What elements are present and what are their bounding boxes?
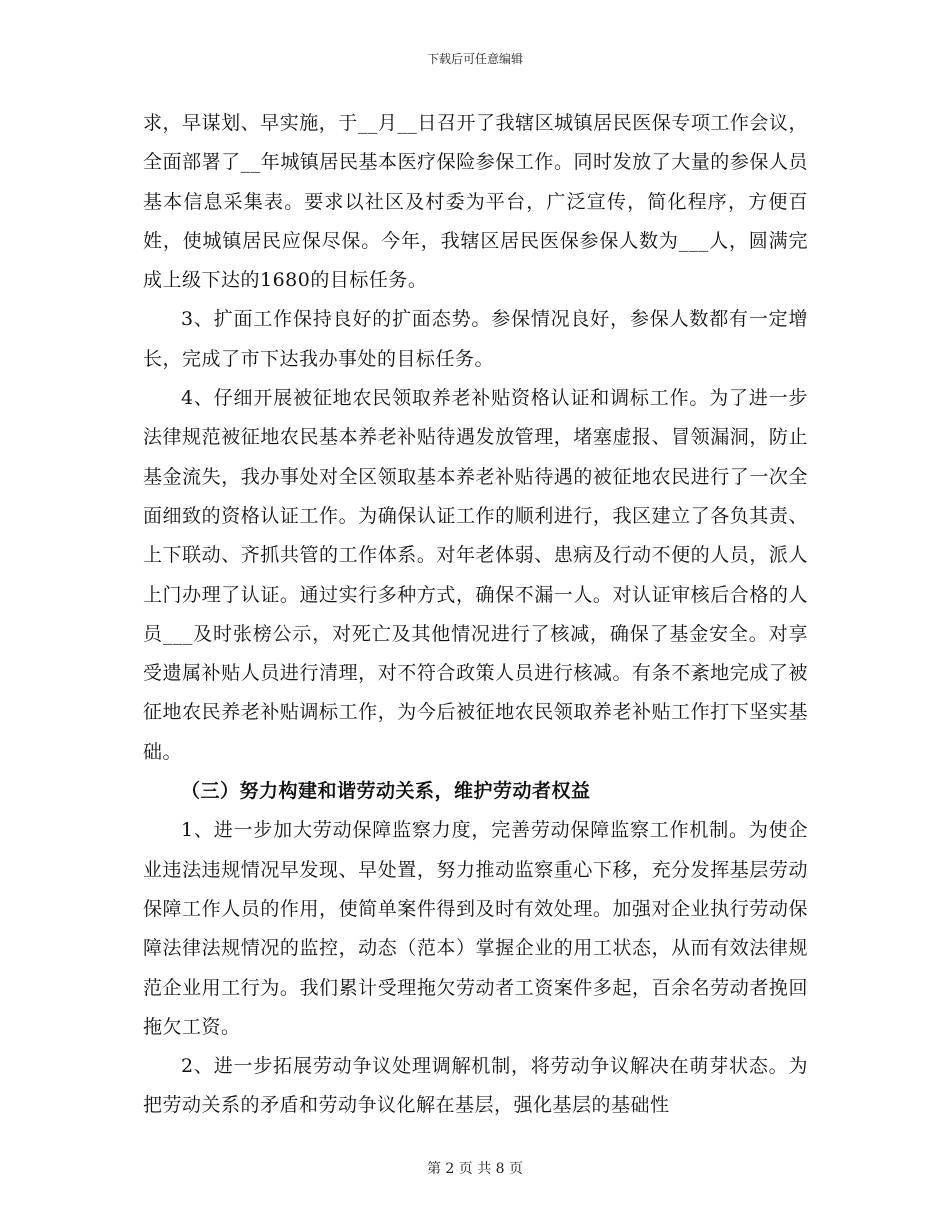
paragraph-continuation: 求，早谋划、早实施，于__月__日召开了我辖区城镇居民医保专项工作会议，全面部署了__年城镇居民基本医疗保险参保工作。同时发放了大量的参保人员基本信息采集表。要求以社区及村委为平台，广泛宣传，简化程序，方便百姓，使城镇居民应保尽保。今年，我辖区居民医保参保人数为___人，圆满完成上级下达的1680的目标任务。 [143, 112, 808, 292]
page-footer: 第 2 页 共 8 页 [426, 1161, 524, 1177]
paragraph-section-item-1: 1、进一步加大劳动保障监察力度，完善劳动保障监察工作机制。为使企业违法违规情况早发现、早处置，努力推动监察重心下移，充分发挥基层劳动保障工作人员的作用，使简单案件得到及时有效处理。加强对企业执行劳动保障法律法规情况的监控，动态（范本）掌握企业的用工状态，从而有效法律规范企业用工行为。我们累计受理拖欠劳动者工资案件多起，百余名劳动者挽回拖欠工资。 [143, 819, 808, 1038]
document-body [143, 104, 808, 1126]
paragraph-item-3: 3、扩面工作保持良好的扩面态势。参保情况良好，参保人数都有一定增长，完成了市下达我办事处的目标任务。 [143, 308, 808, 370]
section-heading: （三）努力构建和谐劳动关系，维护劳动者权益 [181, 780, 591, 803]
paragraph-item-4: 4、仔细开展被征地农民领取养老补贴资格认证和调标工作。为了进一步法律规范被征地农民基本养老补贴待遇发放管理，堵塞虚报、冒领漏洞，防止基金流失，我办事处对全区领取基本养老补贴待遇的被征地农民进行了一次全面细致的资格认证工作。为确保认证工作的顺利进行，我区建立了各负其责、上下联动、齐抓共管的工作体系。对年老体弱、患病及行动不便的人员，派人上门办理了认证。通过实行多种方式，确保不漏一人。对认证审核后合格的人员___及时张榜公示，对死亡及其他情况进行了核减，确保了基金安全。对享受遗属补贴人员进行清理，对不符合政策人员进行核减。有条不紊地完成了被征地农民养老补贴调标工作，为今后被征地农民领取养老补贴工作打下坚实基础。 [143, 387, 808, 763]
paragraph-section-item-2: 2、进一步拓展劳动争议处理调解机制，将劳动争议解决在萌芽状态。为把劳动关系的矛盾和劳动争议化解在基层，强化基层的基础性 [143, 1055, 808, 1117]
page-header: 下载后可任意编辑 [426, 52, 523, 66]
